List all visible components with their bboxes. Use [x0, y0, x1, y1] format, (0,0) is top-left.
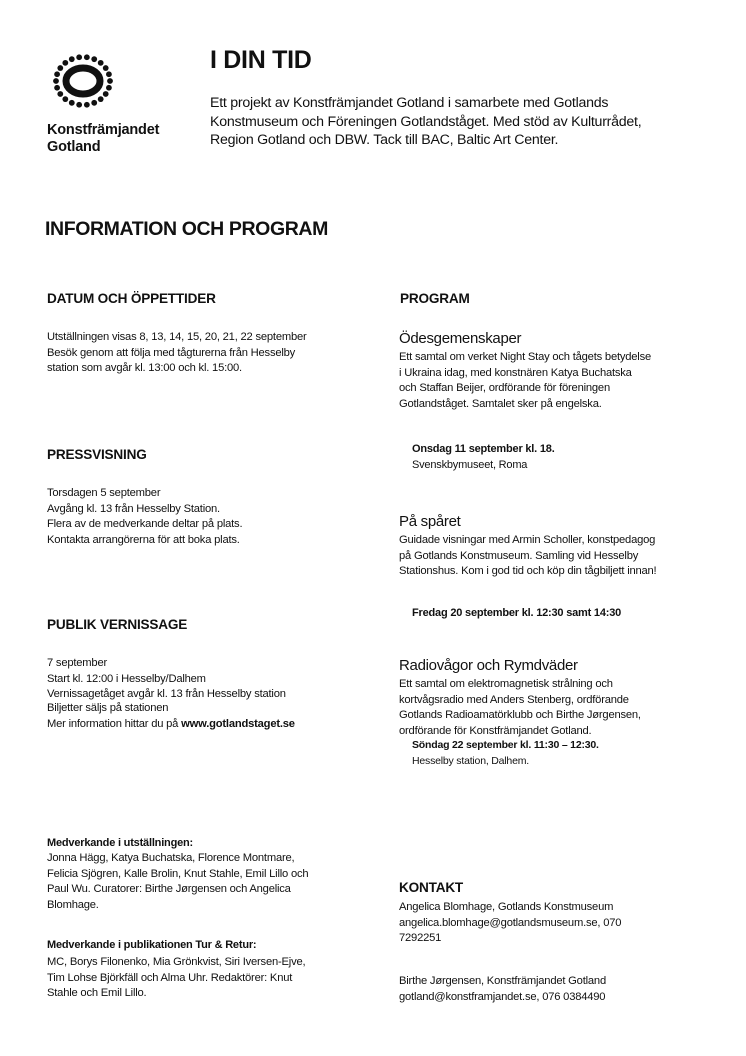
- logo-label: [47, 122, 159, 156]
- vernissage-line: Vernissagetåget avgår kl. 13 från Hesselby station: [47, 688, 286, 701]
- vernissage-info: [47, 701, 295, 732]
- event-line: ordförande för Konstfrämjandet Gotland.: [399, 724, 592, 737]
- logo-label-line2: Gotland: [47, 139, 101, 155]
- press-text: [47, 486, 242, 548]
- event-line: i Ukraina idag, med konstnären Katya Buchatska: [399, 366, 632, 379]
- dates-line: Utställningen visas 8, 13, 14, 15, 20, 21, 22 september: [47, 331, 307, 343]
- participants-line: Felicia Sjögren, Kalle Brolin, Knut Stahle, Emil Lillo och: [47, 867, 309, 880]
- event-line: kortvågsradio med Anders Stenberg, ordförande: [399, 693, 629, 706]
- logo-dot: [76, 54, 82, 60]
- logo-dot: [103, 91, 109, 97]
- event-line: Gotlandståget. Samtalet sker på engelska.: [399, 397, 602, 410]
- event-line: Ett samtal om verket Night Stay och tågets betydelse: [399, 351, 652, 363]
- press-line: Avgång kl. 13 från Hesselby Station.: [47, 502, 220, 515]
- logo-dot: [107, 78, 113, 84]
- event-line: och Staffan Beijer, ordförande för föreningen: [399, 382, 610, 395]
- contact-line: Angelica Blomhage, Gotlands Konstmuseum: [399, 901, 614, 913]
- konstframjandet-logo: [52, 48, 114, 112]
- intro-text: [210, 94, 710, 150]
- more-info-text: [47, 717, 295, 733]
- logo-dot: [91, 56, 97, 62]
- main-heading: INFORMATION OCH PROGRAM: [45, 218, 328, 240]
- press-line: Torsdagen 5 september: [47, 487, 161, 499]
- intro-line: Ett projekt av Konstfrämjandet Gotland i samarbete med Gotlands: [210, 95, 609, 111]
- logo-dot: [54, 71, 60, 77]
- dates-line: Besök genom att följa med tågturerna från Hesselby: [47, 346, 296, 359]
- event-line: Guidade visningar med Armin Scholler, konstpedagog: [399, 534, 656, 546]
- intro-line: Konstmuseum och Föreningen Gotlandståget. Med stöd av Kulturrådet,: [210, 113, 642, 130]
- tickets-text: Biljetter säljs på stationen: [47, 702, 169, 714]
- dates-text: [47, 330, 307, 377]
- logo-dot: [98, 60, 104, 66]
- press-line: Flera av de medverkande deltar på plats.: [47, 518, 243, 531]
- event-title: Ödesgemenskaper: [399, 330, 522, 347]
- logo-dot: [54, 85, 60, 91]
- event-place: Svenskbymuseet, Roma: [412, 459, 528, 471]
- participants-text: [47, 851, 308, 913]
- event-line: Gotlands Radioamatörklubb och Birthe Jørgensen,: [399, 709, 641, 722]
- logo-dot: [62, 60, 68, 66]
- contact-line: 7292251: [399, 932, 442, 945]
- vernissage-line: Start kl. 12:00 i Hesselby/Dalhem: [47, 672, 206, 685]
- publication-line: Stahle och Emil Lillo.: [47, 987, 147, 1000]
- logo-dot: [57, 91, 63, 97]
- logo-dot: [57, 65, 63, 71]
- logo-dot: [103, 65, 109, 71]
- press-heading: PRESSVISNING: [47, 447, 147, 462]
- event-date: Onsdag 11 september kl. 18.: [412, 443, 555, 455]
- contact-email-line[interactable]: angelica.blomhage@gotlandsmuseum.se, 070: [399, 916, 622, 929]
- event-place: Hesselby station, Dalhem.: [412, 755, 529, 767]
- logo-dot: [98, 96, 104, 102]
- logo-dot: [53, 78, 59, 84]
- event-date: Fredag 20 september kl. 12:30 samt 14:30: [412, 607, 622, 619]
- logo-dot: [69, 100, 75, 106]
- contact-heading: KONTAKT: [399, 880, 464, 895]
- participants-heading: Medverkande i utställningen:: [47, 837, 193, 849]
- event-line: Ett samtal om elektromagnetisk strålning och: [399, 678, 613, 690]
- event-date: Söndag 22 september kl. 11:30 – 12:30.: [412, 739, 599, 751]
- event-title: Radiovågor och Rymdväder: [399, 657, 578, 674]
- logo-label-line1: Konstfrämjandet: [47, 122, 160, 138]
- logo-dot: [69, 56, 75, 62]
- dates-heading: DATUM OCH ÖPPETTIDER: [47, 291, 216, 306]
- contact-line: Birthe Jørgensen, Konstfrämjandet Gotland: [399, 975, 606, 987]
- participants-line: Paul Wu. Curatorer: Birthe Jørgensen och Angelica: [47, 883, 291, 896]
- logo-dot: [62, 96, 68, 102]
- press-line: Kontakta arrangörerna för att boka plats.: [47, 533, 240, 546]
- page-title: I DIN TID: [210, 46, 312, 74]
- dates-line: station som avgår kl. 13:00 och kl. 15:00.: [47, 362, 242, 375]
- contact-person-2: [399, 974, 606, 1005]
- participants-line: Jonna Hägg, Katya Buchatska, Florence Montmare,: [47, 852, 295, 864]
- publication-text: [47, 955, 305, 1002]
- event-title: På spåret: [399, 513, 461, 530]
- logo-dot: [76, 102, 82, 108]
- contact-person-1: [399, 900, 621, 947]
- logo-dot: [84, 54, 90, 60]
- event-description: [399, 677, 641, 739]
- publication-line: MC, Borys Filonenko, Mia Grönkvist, Siri Iversen-Ejve,: [47, 956, 306, 968]
- participants-line: Blomhage.: [47, 898, 99, 911]
- intro-line: Region Gotland och DBW. Tack till BAC, Baltic Art Center.: [210, 132, 559, 148]
- logo-dot: [106, 85, 112, 91]
- event-description: [399, 350, 651, 412]
- contact-email-line[interactable]: gotland@konstframjandet.se, 076 0384490: [399, 990, 606, 1003]
- event-line: Stationshus. Kom i god tid och köp din tågbiljett innan!: [399, 565, 657, 578]
- publication-line: Tim Lohse Björkfäll och Alma Uhr. Redaktörer: Knut: [47, 971, 293, 984]
- logo-dot: [91, 100, 97, 106]
- vernissage-heading: PUBLIK VERNISSAGE: [47, 617, 188, 632]
- event-description: [399, 533, 656, 580]
- logo-dot: [106, 71, 112, 77]
- event-line: på Gotlands Konstmuseum. Samling vid Hesselby: [399, 549, 639, 562]
- publication-heading: Medverkande i publikationen Tur & Retur:: [47, 939, 257, 951]
- vernissage-text: [47, 656, 286, 703]
- vernissage-line: 7 september: [47, 657, 107, 669]
- website-link[interactable]: www.gotlandstaget.se: [181, 717, 295, 730]
- logo-dot: [84, 102, 90, 108]
- more-info-prefix: Mer information hittar du på: [47, 717, 182, 730]
- program-heading: PROGRAM: [400, 291, 470, 306]
